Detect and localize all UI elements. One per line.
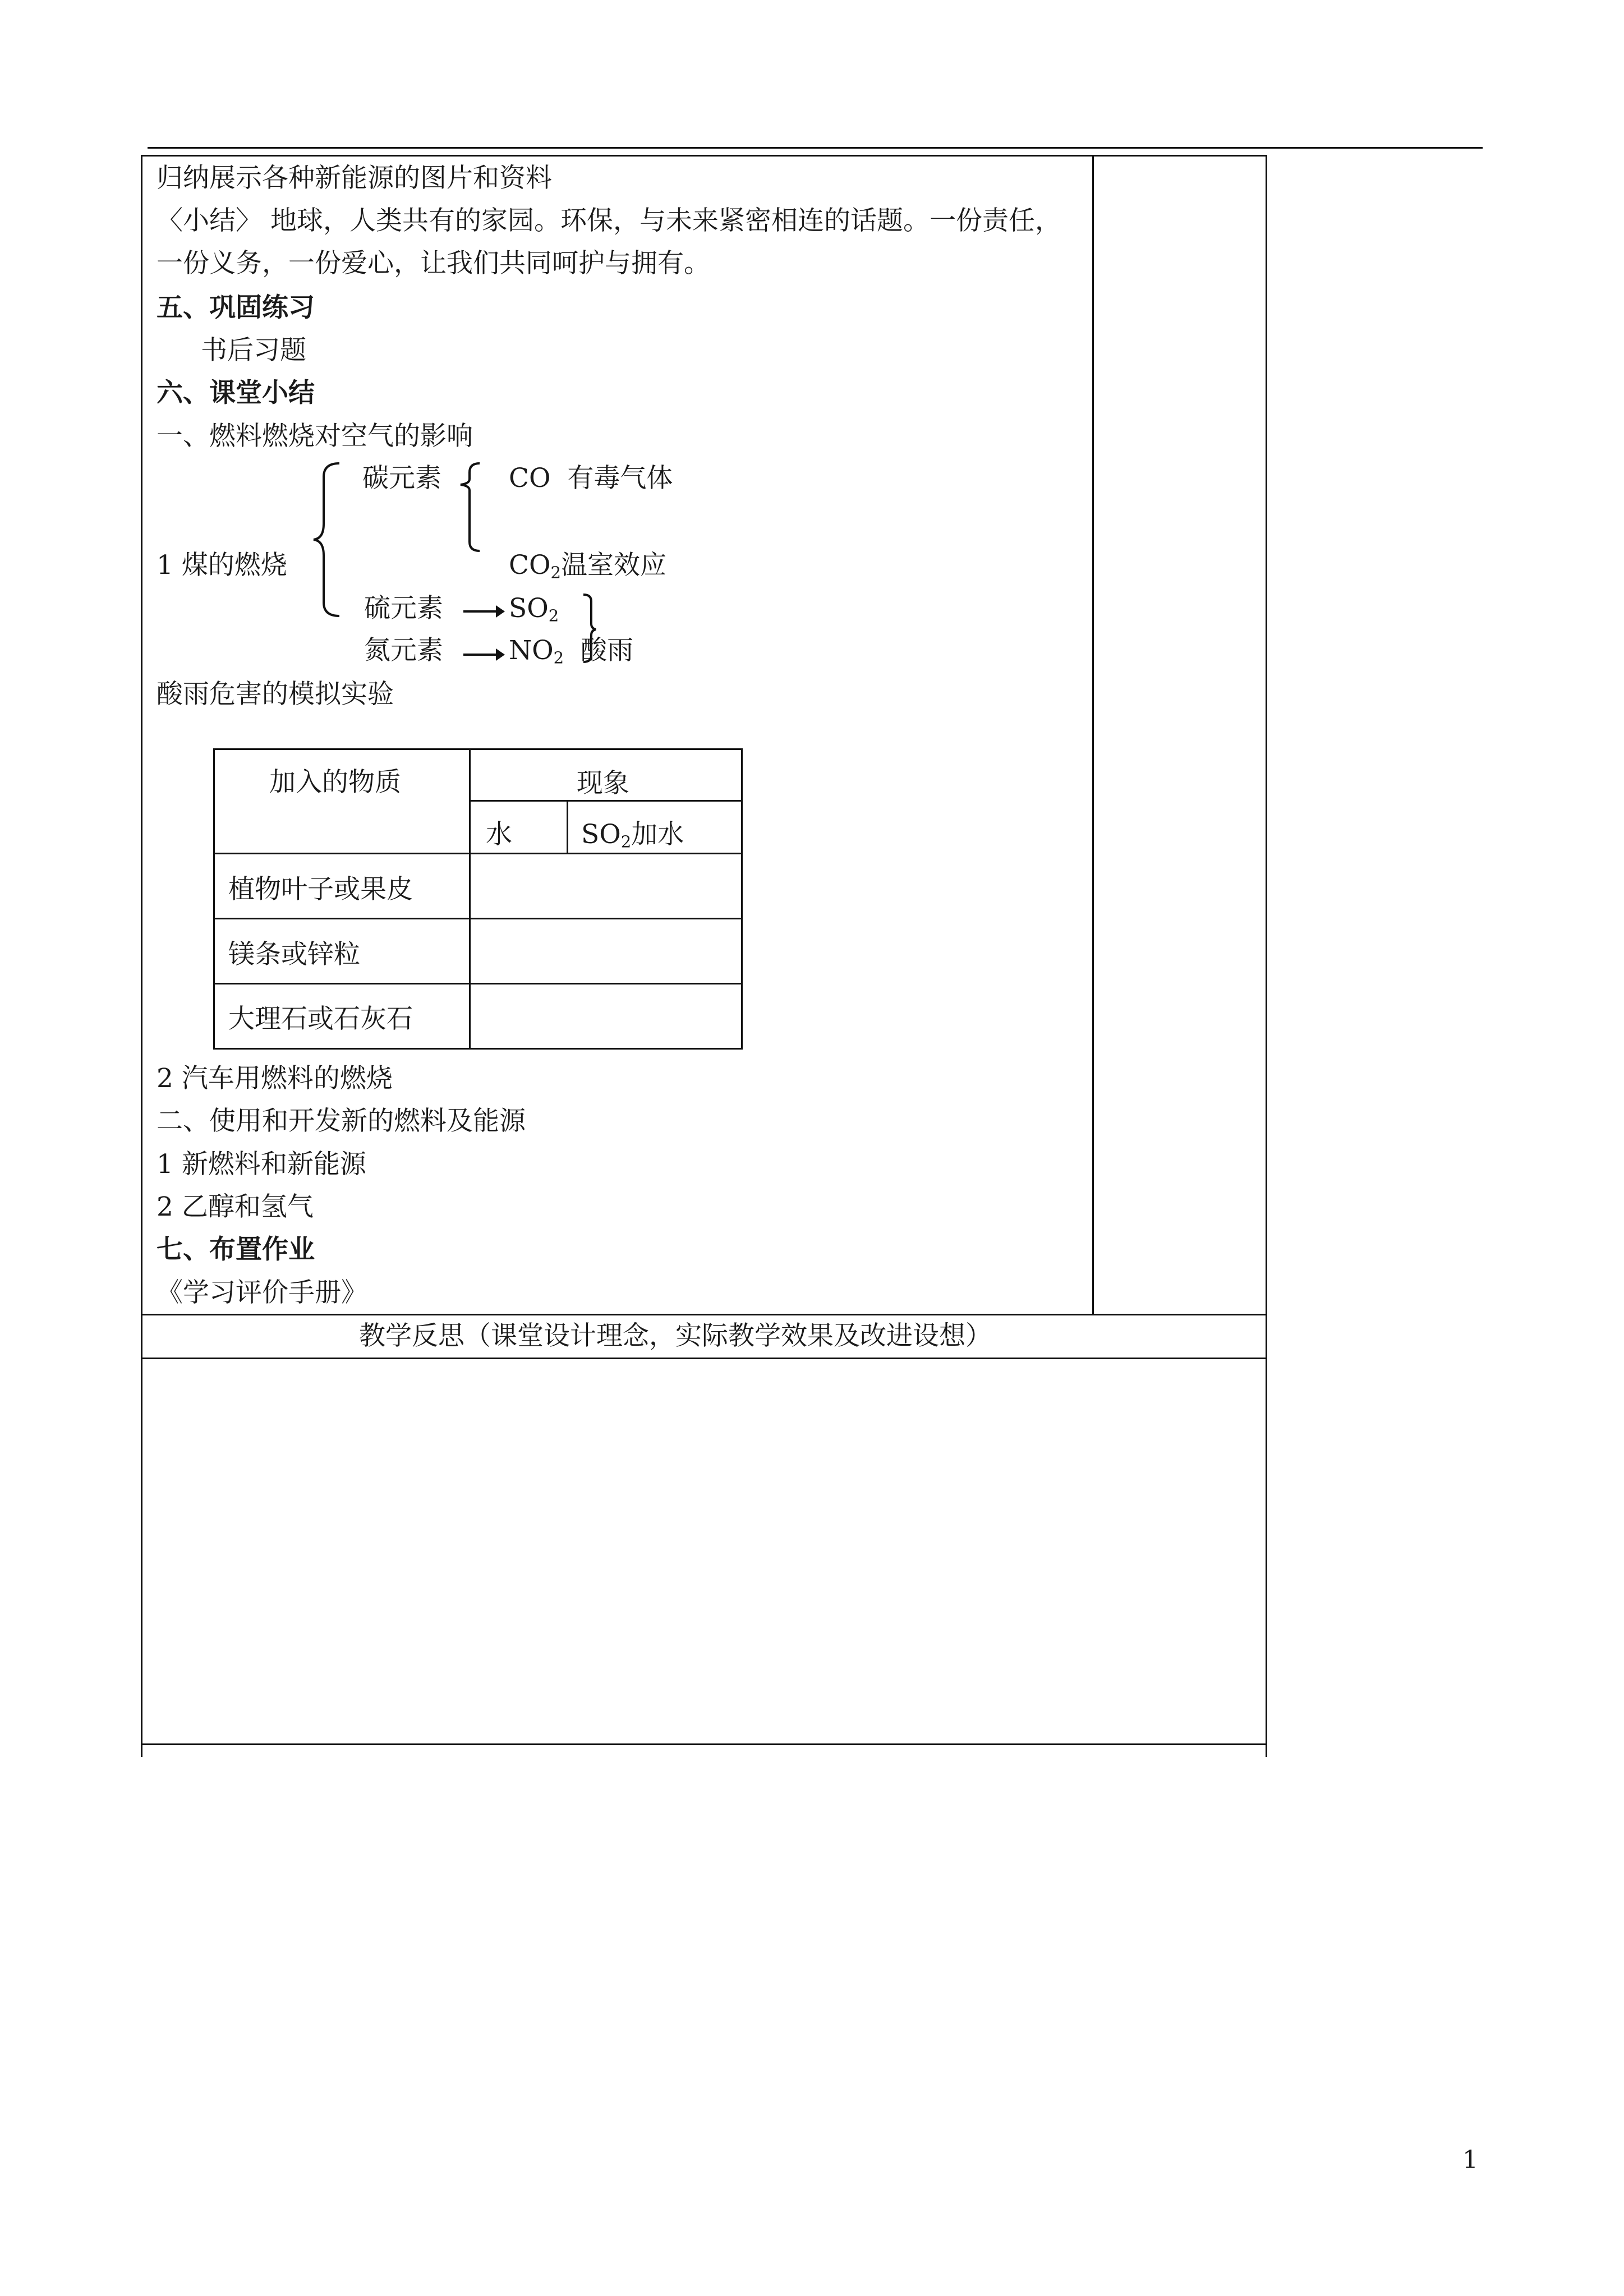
section-5-heading: 五、巩固练习 bbox=[157, 292, 315, 323]
header-rule bbox=[148, 147, 1483, 149]
point-2-heading: 二、使用和开发新的燃料及能源 bbox=[157, 1106, 526, 1137]
sulfur-label: 硫元素 bbox=[364, 593, 443, 624]
carbon-brace-icon bbox=[457, 461, 483, 553]
exp-row-3-label: 大理石或石灰石 bbox=[228, 1004, 413, 1034]
nitrogen-arrow-icon bbox=[463, 654, 497, 656]
summary-line-2: 一份义务，一份爱心，让我们共同呵护与拥有。 bbox=[157, 248, 710, 279]
point-2-item-1: 1 新燃料和新能源 bbox=[157, 1149, 366, 1180]
exp-header-substance: 加入的物质 bbox=[269, 767, 401, 798]
exp-row-2-label: 镁条或锌粒 bbox=[228, 939, 360, 970]
summary-line-1: 〈小结〉 地球，人类共有的家园。环保，与未来紧密相连的话题。一份责任， bbox=[157, 205, 1061, 236]
reflection-header: 教学反思（课堂设计理念，实际教学效果及改进设想） bbox=[359, 1320, 992, 1351]
sulfur-arrow-icon bbox=[463, 610, 497, 613]
coal-label: 1 煤的燃烧 bbox=[157, 550, 287, 581]
so2-formula: $SO_2$ bbox=[509, 593, 559, 625]
left-brace-icon bbox=[311, 461, 345, 618]
homework-line: 《学习评价手册》 bbox=[157, 1277, 367, 1308]
section-7-heading: 七、布置作业 bbox=[157, 1234, 315, 1265]
point-2-car: 2 汽车用燃料的燃烧 bbox=[157, 1063, 393, 1094]
exp-row-1-label: 植物叶子或果皮 bbox=[228, 874, 413, 905]
experiment-title: 酸雨危害的模拟实验 bbox=[157, 679, 394, 710]
exp-table-top bbox=[213, 748, 743, 750]
notes-column-divider bbox=[1092, 155, 1094, 1315]
exp-table-left bbox=[213, 748, 215, 1050]
nitrogen-label: 氮元素 bbox=[364, 635, 443, 666]
point-2-item-2: 2 乙醇和氢气 bbox=[157, 1191, 314, 1222]
table-left-border bbox=[141, 155, 142, 1757]
table-bottom-border bbox=[141, 1743, 1267, 1745]
exp-sub-so2-water: $SO_2$加水 bbox=[581, 819, 684, 852]
exp-col-divider bbox=[469, 748, 471, 1050]
carbon-label: 碳元素 bbox=[362, 463, 441, 494]
exp-row-2-bottom bbox=[213, 983, 743, 984]
exp-row-1-bottom bbox=[213, 918, 743, 919]
co2-formula: $CO_2$温室效应 bbox=[509, 550, 667, 582]
exp-table-bottom bbox=[213, 1048, 743, 1050]
reflection-header-bottom bbox=[141, 1358, 1267, 1359]
exp-subcol-divider bbox=[567, 800, 568, 854]
reflection-header-top bbox=[141, 1314, 1267, 1315]
exp-table-right bbox=[741, 748, 743, 1050]
no2-formula: $NO_2$ 酸雨 bbox=[509, 635, 634, 668]
exp-header-phenomenon: 现象 bbox=[577, 768, 629, 799]
co-formula: CO 有毒气体 bbox=[509, 463, 673, 494]
point-1-heading: 一、燃料燃烧对空气的影响 bbox=[157, 421, 473, 452]
intro-line: 归纳展示各种新能源的图片和资料 bbox=[157, 163, 552, 194]
table-right-border bbox=[1266, 155, 1267, 1757]
section-6-heading: 六、课堂小结 bbox=[157, 378, 315, 408]
section-5-body: 书后习题 bbox=[201, 335, 306, 366]
table-top-border bbox=[141, 155, 1267, 157]
page-number: 1 bbox=[1462, 2146, 1478, 2174]
exp-sub-water: 水 bbox=[486, 819, 512, 850]
